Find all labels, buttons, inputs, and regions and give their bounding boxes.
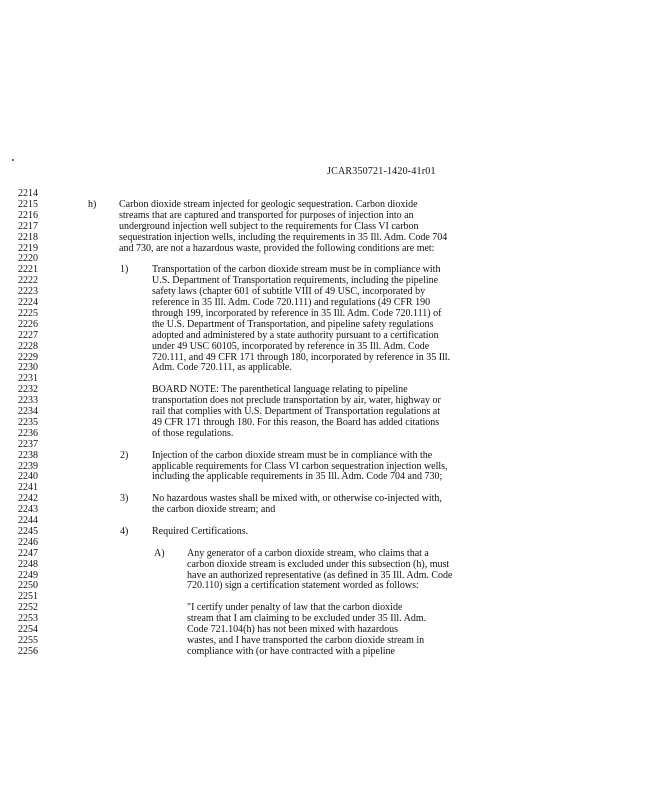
line-number: 2242 — [18, 493, 38, 505]
line-number: 2245 — [18, 525, 38, 537]
line-text: have an authorized representative (as defined in 35 Ill. Adm. Code — [187, 569, 453, 581]
line-number: 2254 — [18, 624, 38, 635]
line-number: 2252 — [18, 602, 38, 614]
line-text: applicable requirements for Class VI carbon sequestration injection wells, — [152, 460, 448, 472]
line-number: 2253 — [18, 613, 38, 625]
line-number: 2250 — [18, 580, 38, 592]
line-text: carbon dioxide stream is excluded under this subsection (h), must — [187, 558, 450, 570]
line-number: 2229 — [18, 351, 38, 363]
line-number: 2233 — [18, 395, 38, 407]
line-number: 2240 — [18, 471, 38, 483]
line-text: and 730, are not a hazardous waste, provided the following conditions are met: — [119, 242, 435, 254]
line-number: 2224 — [18, 297, 38, 308]
line-number: 2241 — [18, 482, 38, 494]
line-text: streams that are captured and transported for purposes of injection into an — [119, 209, 414, 221]
line-number: 2249 — [18, 569, 38, 581]
line-number: 2223 — [18, 286, 38, 298]
line-number: 2219 — [18, 242, 38, 254]
line-text: stream that I am claiming to be excluded under 35 Ill. Adm. — [187, 613, 427, 625]
line-text: Adm. Code 720.111, as applicable. — [152, 362, 292, 374]
line-number: 2239 — [18, 460, 38, 472]
line-text: U.S. Department of Transportation requirements, including the pipeline — [152, 275, 439, 287]
line-number: 2246 — [18, 536, 38, 548]
line-number: 2220 — [18, 253, 38, 265]
line-number: 2251 — [18, 591, 38, 603]
line-text: underground injection well subject to the requirements for Class VI carbon — [119, 220, 419, 232]
line-number: 2235 — [18, 416, 38, 428]
line-number: 2230 — [18, 362, 38, 374]
line-text: the U.S. Department of Transportation, and pipeline safety regulations — [152, 318, 434, 330]
subsection-label: 1) — [120, 264, 129, 276]
line-number: 2214 — [18, 188, 38, 199]
line-number: 2247 — [18, 547, 38, 559]
line-text: Any generator of a carbon dioxide stream, who claims that a — [187, 547, 429, 559]
line-number: 2238 — [18, 449, 38, 461]
line-text: transportation does not preclude transportation by air, water, highway or — [152, 395, 441, 407]
subsection-label: 4) — [120, 525, 129, 537]
line-number: 2215 — [18, 198, 38, 210]
line-text: Carbon dioxide stream injected for geologic sequestration. Carbon dioxide — [119, 198, 418, 210]
line-text: the carbon dioxide stream; and — [152, 504, 276, 516]
subsection-label: 3) — [120, 493, 129, 505]
line-text: Code 721.104(h) has not been mixed with hazardous — [187, 624, 399, 635]
line-text: 720.110) sign a certification statement worded as follows: — [187, 580, 419, 592]
line-number: 2237 — [18, 438, 38, 450]
line-number: 2248 — [18, 558, 38, 570]
line-number: 2221 — [18, 264, 38, 276]
line-text: through 199, incorporated by reference in 35 Ill. Adm. Code 720.111) of — [152, 307, 442, 319]
line-text: Transportation of the carbon dioxide stream must be in compliance with — [152, 264, 441, 276]
line-text: 720.111, and 49 CFR 171 through 180, incorporated by reference in 35 Ill. — [152, 351, 451, 363]
line-number: 2231 — [18, 373, 38, 385]
line-number: 2236 — [18, 427, 38, 439]
line-text: safety laws (chapter 601 of subtitle VIII of 49 USC, incorporated by — [152, 286, 426, 298]
document-header-id: JCAR350721-1420-41r01 — [327, 166, 436, 177]
line-text: reference in 35 Ill. Adm. Code 720.111) and regulations (49 CFR 190 — [152, 297, 431, 308]
line-text: BOARD NOTE: The parenthetical language relating to pipeline — [152, 384, 408, 396]
line-text: of those regulations. — [152, 427, 234, 439]
subsection-label: 2) — [120, 449, 129, 461]
subsection-label: A) — [154, 547, 165, 559]
line-number: 2226 — [18, 318, 38, 330]
line-text: Injection of the carbon dioxide stream must be in compliance with the — [152, 449, 433, 461]
line-number: 2216 — [18, 209, 38, 221]
subsection-label: h) — [88, 198, 97, 210]
line-text: rail that complies with U.S. Department of Transportation regulations at — [152, 406, 441, 417]
line-number: 2255 — [18, 634, 38, 646]
line-text: including the applicable requirements in 35 Ill. Adm. Code 704 and 730; — [152, 471, 443, 483]
line-number: 2232 — [18, 384, 38, 396]
line-text: 49 CFR 171 through 180. For this reason, the Board has added citations — [152, 416, 440, 428]
line-number: 2218 — [18, 231, 38, 243]
line-number: 2228 — [18, 340, 38, 352]
line-text: Required Certifications. — [152, 525, 249, 537]
line-number: 2217 — [18, 220, 38, 232]
line-number: 2256 — [18, 645, 38, 657]
line-text: under 49 USC 60105, incorporated by reference in 35 Ill. Adm. Code — [152, 340, 430, 352]
line-number: 2227 — [18, 329, 38, 341]
line-text: compliance with (or have contracted with a pipeline — [187, 645, 395, 657]
line-text: wastes, and I have transported the carbon dioxide stream in — [187, 634, 425, 646]
line-number: 2243 — [18, 504, 38, 516]
line-number: 2244 — [18, 515, 38, 526]
line-text: sequestration injection wells, including the requirements in 35 Ill. Adm. Code 704 — [119, 231, 448, 243]
line-text: "I certify under penalty of law that the carbon dioxide — [187, 602, 403, 614]
line-number: 2222 — [18, 275, 38, 287]
scan-speck — [12, 159, 14, 161]
line-number: 2225 — [18, 307, 38, 319]
line-number: 2234 — [18, 406, 38, 417]
line-text: adopted and administered by a state authority pursuant to a certification — [152, 329, 439, 341]
line-text: No hazardous wastes shall be mixed with, or otherwise co-injected with, — [152, 493, 442, 505]
